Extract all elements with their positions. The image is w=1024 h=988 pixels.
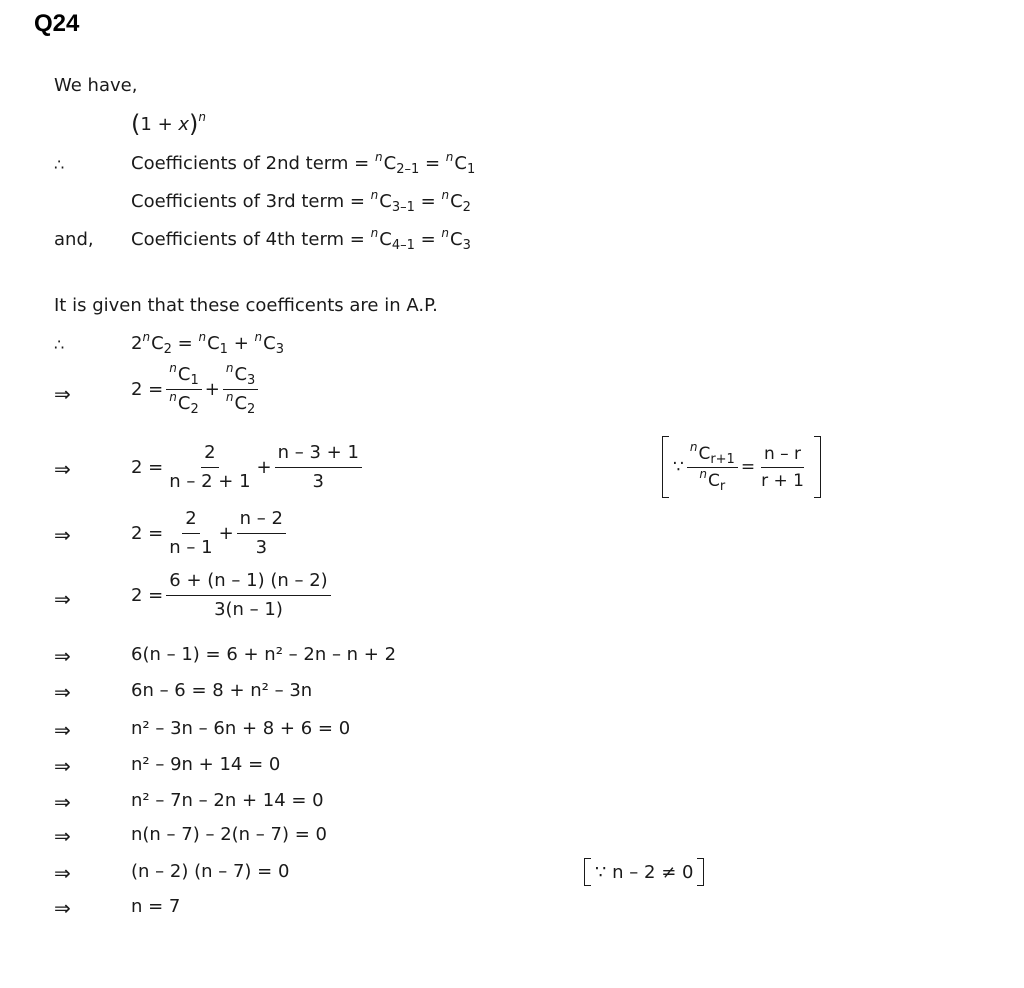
given-text: It is given that these coefficents are in A.P. xyxy=(54,295,438,316)
step-3: 2 = $\frac{2}{n - 2 + 1}$ + $\frac{n - 3 + 1}{3}$ xyxy=(131,442,365,493)
implies-arrow: ⇒ xyxy=(54,861,71,885)
implies-arrow: ⇒ xyxy=(54,718,71,742)
fraction: $\frac{^nC_3}{^nC_2}$ xyxy=(223,364,258,415)
implies-arrow: ⇒ xyxy=(54,382,71,406)
step-4: 2 = $\frac{2}{n - 1}$ + $\frac{n - 2}{3}$ xyxy=(131,508,289,559)
step-1: $2^nC_2 = ^nC_1 + ^nC_3$ xyxy=(131,330,284,357)
implies-arrow: ⇒ xyxy=(54,457,71,481)
coef-line-4th: Coefficients of 4th term = $^nC_{4-1} = ^nC_3$ xyxy=(131,226,471,253)
fraction: $\frac{^nC_1}{^nC_2}$ xyxy=(166,364,201,415)
fraction: $\frac{2}{n - 2 + 1}$ xyxy=(169,442,251,492)
step-10: n² – 7n – 2n + 14 = 0 xyxy=(131,790,324,811)
fraction: $\frac{n - r}{r + 1}$ xyxy=(761,443,804,491)
implies-arrow: ⇒ xyxy=(54,790,71,814)
therefore-symbol: ∴ xyxy=(54,335,65,354)
step-9: n² – 9n + 14 = 0 xyxy=(131,754,281,775)
because-note-nonzero: ∵ n – 2 ≠ 0 xyxy=(584,858,704,886)
question-label: Q24 xyxy=(34,10,80,37)
intro-text: We have, xyxy=(54,75,138,96)
fraction: $\frac{6 + (n - 1) (n - 2)}{3(n - 1)}$ xyxy=(166,570,330,621)
fraction: $\frac{2}{n - 1}$ xyxy=(169,508,213,558)
therefore-symbol: ∴ xyxy=(54,155,65,174)
coef-line-2nd: Coefficients of 2nd term = $^nC_{2-1} = ^nC_1$ xyxy=(131,150,476,177)
step-5: 2 = $\frac{6 + (n - 1) (n - 2)}{3(n - 1)}$ xyxy=(131,570,334,621)
and-label: and, xyxy=(54,229,94,250)
implies-arrow: ⇒ xyxy=(54,896,71,920)
implies-arrow: ⇒ xyxy=(54,754,71,778)
coef-line-3rd: Coefficients of 3rd term = $^nC_{3-1} = ^nC_2$ xyxy=(131,188,471,215)
because-note-ratio: ∵ $\frac{^nC_{r+1}}{^nC_r}$ = $\frac{n - r}{r + 1}$ xyxy=(662,436,821,498)
fraction: $\frac{^nC_{r+1}}{^nC_r}$ xyxy=(687,444,738,491)
fraction: $\frac{n - 3 + 1}{3}$ xyxy=(275,442,362,493)
step-12: (n – 2) (n – 7) = 0 xyxy=(131,861,290,882)
implies-arrow: ⇒ xyxy=(54,587,71,611)
implies-arrow: ⇒ xyxy=(54,680,71,704)
step-2: 2 = $\frac{^nC_1}{^nC_2}$ + $\frac{^nC_3}{^nC_2}$ xyxy=(131,364,261,415)
step-13-final-answer: n = 7 xyxy=(131,896,181,917)
implies-arrow: ⇒ xyxy=(54,644,71,668)
implies-arrow: ⇒ xyxy=(54,523,71,547)
step-7: 6n – 6 = 8 + n² – 3n xyxy=(131,680,313,701)
step-8: n² – 3n – 6n + 8 + 6 = 0 xyxy=(131,718,351,739)
binomial-expression: $(1 + x)^n$ xyxy=(131,110,207,138)
fraction: $\frac{n - 2}{3}$ xyxy=(237,508,286,559)
implies-arrow: ⇒ xyxy=(54,824,71,848)
step-6: 6(n – 1) = 6 + n² – 2n – n + 2 xyxy=(131,644,397,665)
step-11: n(n – 7) – 2(n – 7) = 0 xyxy=(131,824,327,845)
